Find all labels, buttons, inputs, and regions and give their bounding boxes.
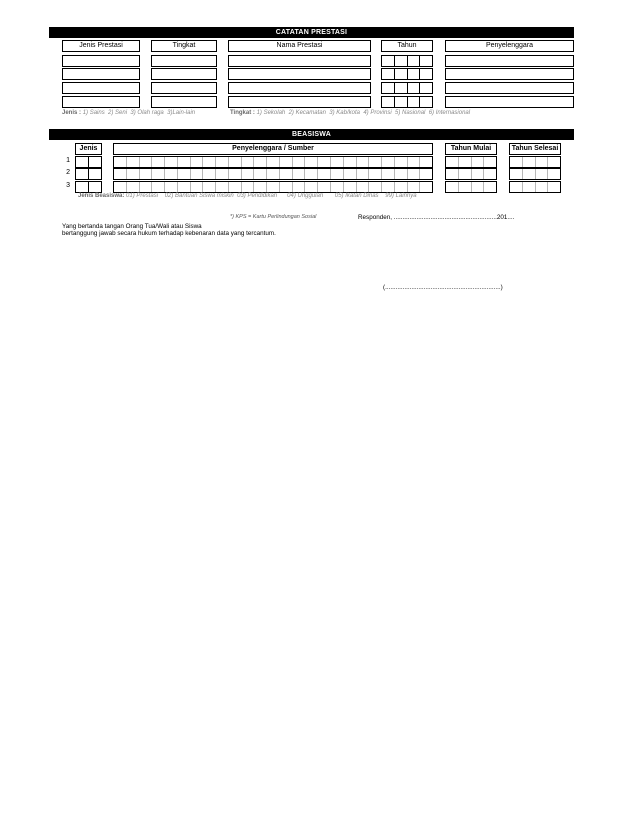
prestasi-penyelenggara-field[interactable] (445, 68, 574, 80)
digit-cell (140, 157, 153, 167)
digit-cell (191, 157, 204, 167)
digit-cell (382, 169, 395, 179)
prestasi-jenis-field[interactable] (62, 55, 140, 67)
digit-cell (395, 157, 408, 167)
header-jenis-prestasi: Jenis Prestasi (62, 40, 140, 52)
prestasi-nama-field[interactable] (228, 96, 371, 108)
beasiswa-legend (78, 193, 417, 199)
beasiswa-tahun-mulai-field[interactable] (445, 181, 497, 193)
digit-cell (523, 157, 536, 167)
legend-beasiswa-label: Jenis Beasiswa: (78, 193, 125, 199)
legend-beasiswa-2: 02) Bantuan Siswa miskin (164, 193, 234, 199)
digit-cell (318, 157, 331, 167)
prestasi-tingkat-field[interactable] (151, 82, 217, 94)
digit-cell (369, 182, 382, 192)
legend-tingkat-label: Tingkat : (230, 110, 255, 116)
digit-cell (420, 83, 432, 93)
digit-cell (280, 169, 293, 179)
digit-cell (178, 182, 191, 192)
prestasi-penyelenggara-field[interactable] (445, 55, 574, 67)
digit-cell (216, 157, 229, 167)
digit-cell (229, 157, 242, 167)
digit-cell (216, 182, 229, 192)
digit-cell (395, 56, 408, 66)
prestasi-nama-field[interactable] (228, 82, 371, 94)
digit-cell (472, 157, 485, 167)
digit-cell (369, 169, 382, 179)
digit-cell (420, 157, 432, 167)
beasiswa-tahun-mulai-field[interactable] (445, 156, 497, 168)
header-jenis-beasiswa: Jenis (75, 143, 102, 155)
digit-cell (408, 169, 421, 179)
digit-cell (548, 182, 560, 192)
digit-cell (331, 182, 344, 192)
legend-beasiswa-4: 04) Unggulan (287, 193, 324, 199)
digit-cell (484, 157, 496, 167)
digit-cell (420, 56, 432, 66)
digit-cell (267, 157, 280, 167)
beasiswa-row-number: 3 (66, 182, 70, 189)
header-tahun-selesai: Tahun Selesai (509, 143, 561, 155)
digit-cell (408, 157, 421, 167)
digit-cell (267, 169, 280, 179)
digit-cell (114, 169, 127, 179)
digit-cell (382, 83, 395, 93)
legend-tingkat-2: 2) Kecamatan (288, 110, 326, 116)
prestasi-legend-jenis (62, 110, 195, 116)
digit-cell (357, 182, 370, 192)
digit-cell (293, 182, 306, 192)
beasiswa-tahun-selesai-field[interactable] (509, 168, 561, 180)
prestasi-jenis-field[interactable] (62, 82, 140, 94)
legend-jenis-2: 2) Seni (108, 110, 128, 116)
prestasi-penyelenggara-field[interactable] (445, 96, 574, 108)
beasiswa-sumber-field[interactable] (113, 181, 433, 193)
legend-jenis-1: 1) Sains (82, 110, 105, 116)
digit-cell (280, 157, 293, 167)
digit-cell (420, 169, 432, 179)
digit-cell (382, 97, 395, 107)
digit-cell (114, 157, 127, 167)
kps-note: *) KPS = Kartu Perlindungan Sosial (230, 214, 317, 220)
digit-cell (408, 182, 421, 192)
responden-line: Responden, ...........................................................201.... (358, 214, 515, 221)
digit-cell (127, 182, 140, 192)
prestasi-tahun-field[interactable] (381, 68, 433, 80)
digit-cell (536, 157, 549, 167)
digit-cell (344, 157, 357, 167)
digit-cell (395, 182, 408, 192)
digit-cell (293, 157, 306, 167)
statement-line-1: Yang bertanda tangan Orang Tua/Wali atau Siswa (62, 223, 202, 230)
beasiswa-jenis-field[interactable] (75, 181, 102, 193)
digit-cell (510, 169, 523, 179)
signature-line: (..................................................................) (383, 284, 503, 291)
prestasi-tahun-field[interactable] (381, 82, 433, 94)
beasiswa-tahun-selesai-field[interactable] (509, 181, 561, 193)
digit-cell (152, 169, 165, 179)
digit-cell (127, 157, 140, 167)
digit-cell (548, 169, 560, 179)
prestasi-penyelenggara-field[interactable] (445, 82, 574, 94)
digit-cell (140, 169, 153, 179)
digit-cell (357, 169, 370, 179)
digit-cell (408, 97, 421, 107)
digit-cell (548, 157, 560, 167)
digit-cell (459, 169, 472, 179)
beasiswa-sumber-field[interactable] (113, 168, 433, 180)
digit-cell (89, 157, 101, 167)
header-penyelenggara-sumber: Penyelenggara / Sumber (113, 143, 433, 155)
legend-jenis-label: Jenis : (62, 110, 82, 116)
digit-cell (305, 182, 318, 192)
digit-cell (76, 169, 89, 179)
digit-cell (305, 157, 318, 167)
digit-cell (395, 97, 408, 107)
legend-beasiswa-3: 03) Pendidikan (237, 193, 278, 199)
digit-cell (280, 182, 293, 192)
digit-cell (472, 182, 485, 192)
digit-cell (178, 169, 191, 179)
legend-tingkat-4: 4) Provinsi (363, 110, 392, 116)
beasiswa-row-number: 1 (66, 157, 70, 164)
digit-cell (242, 169, 255, 179)
prestasi-tingkat-field[interactable] (151, 68, 217, 80)
digit-cell (523, 169, 536, 179)
legend-tingkat-3: 3) Kab/kota (329, 110, 360, 116)
prestasi-legend-tingkat (230, 110, 470, 116)
digit-cell (382, 157, 395, 167)
digit-cell (293, 169, 306, 179)
digit-cell (242, 157, 255, 167)
digit-cell (459, 182, 472, 192)
digit-cell (510, 182, 523, 192)
header-nama-prestasi: Nama Prestasi (228, 40, 371, 52)
digit-cell (420, 182, 432, 192)
legend-beasiswa-1: 01) Prestasi (126, 193, 159, 199)
digit-cell (408, 83, 421, 93)
digit-cell (408, 69, 421, 79)
prestasi-jenis-field[interactable] (62, 68, 140, 80)
header-penyelenggara: Penyelenggara (445, 40, 574, 52)
digit-cell (357, 157, 370, 167)
beasiswa-jenis-field[interactable] (75, 168, 102, 180)
legend-tingkat-6: 6) Internasional (428, 110, 471, 116)
digit-cell (318, 182, 331, 192)
legend-tingkat-5: 5) Nasional (395, 110, 426, 116)
digit-cell (216, 169, 229, 179)
digit-cell (152, 157, 165, 167)
digit-cell (305, 169, 318, 179)
digit-cell (420, 69, 432, 79)
digit-cell (203, 182, 216, 192)
beasiswa-tahun-mulai-field[interactable] (445, 168, 497, 180)
statement-line-2: bertanggung jawab secara hukum terhadap kebenaran data yang tercantum. (62, 230, 276, 237)
prestasi-nama-field[interactable] (228, 68, 371, 80)
digit-cell (178, 157, 191, 167)
prestasi-nama-field[interactable] (228, 55, 371, 67)
digit-cell (446, 157, 459, 167)
digit-cell (127, 169, 140, 179)
digit-cell (254, 157, 267, 167)
digit-cell (89, 182, 101, 192)
beasiswa-jenis-field[interactable] (75, 156, 102, 168)
digit-cell (203, 169, 216, 179)
digit-cell (395, 83, 408, 93)
digit-cell (242, 182, 255, 192)
digit-cell (254, 182, 267, 192)
digit-cell (331, 157, 344, 167)
digit-cell (140, 182, 153, 192)
digit-cell (369, 157, 382, 167)
digit-cell (114, 182, 127, 192)
prestasi-jenis-field[interactable] (62, 96, 140, 108)
digit-cell (165, 169, 178, 179)
header-tahun: Tahun (381, 40, 433, 52)
digit-cell (382, 56, 395, 66)
digit-cell (472, 169, 485, 179)
digit-cell (420, 97, 432, 107)
digit-cell (536, 169, 549, 179)
prestasi-title-bar: CATATAN PRESTASI (49, 27, 574, 38)
legend-beasiswa-5: 05) Ikatan Dinas (334, 193, 379, 199)
digit-cell (408, 56, 421, 66)
digit-cell (76, 157, 89, 167)
digit-cell (191, 182, 204, 192)
digit-cell (89, 169, 101, 179)
beasiswa-sumber-field[interactable] (113, 156, 433, 168)
prestasi-tahun-field[interactable] (381, 96, 433, 108)
digit-cell (203, 157, 216, 167)
legend-jenis-3: 3) Olah raga (130, 110, 164, 116)
digit-cell (395, 169, 408, 179)
legend-jenis-4: 3)Lain-lain (167, 110, 196, 116)
beasiswa-tahun-selesai-field[interactable] (509, 156, 561, 168)
digit-cell (331, 169, 344, 179)
digit-cell (484, 169, 496, 179)
beasiswa-row-number: 2 (66, 169, 70, 176)
digit-cell (165, 182, 178, 192)
digit-cell (165, 157, 178, 167)
legend-tingkat-1: 1) Sekolah (256, 110, 286, 116)
digit-cell (382, 69, 395, 79)
legend-beasiswa-6: 99) Lainnya (385, 193, 417, 199)
digit-cell (76, 182, 89, 192)
digit-cell (484, 182, 496, 192)
digit-cell (446, 182, 459, 192)
digit-cell (459, 157, 472, 167)
prestasi-tingkat-field[interactable] (151, 96, 217, 108)
digit-cell (536, 182, 549, 192)
digit-cell (229, 169, 242, 179)
digit-cell (318, 169, 331, 179)
digit-cell (510, 157, 523, 167)
beasiswa-title-bar: BEASISWA (49, 129, 574, 140)
digit-cell (382, 182, 395, 192)
digit-cell (152, 182, 165, 192)
header-tahun-mulai: Tahun Mulai (445, 143, 497, 155)
digit-cell (344, 182, 357, 192)
digit-cell (446, 169, 459, 179)
digit-cell (254, 169, 267, 179)
digit-cell (267, 182, 280, 192)
digit-cell (523, 182, 536, 192)
digit-cell (191, 169, 204, 179)
digit-cell (344, 169, 357, 179)
digit-cell (229, 182, 242, 192)
header-tingkat: Tingkat (151, 40, 217, 52)
digit-cell (395, 69, 408, 79)
prestasi-tahun-field[interactable] (381, 55, 433, 67)
prestasi-tingkat-field[interactable] (151, 55, 217, 67)
